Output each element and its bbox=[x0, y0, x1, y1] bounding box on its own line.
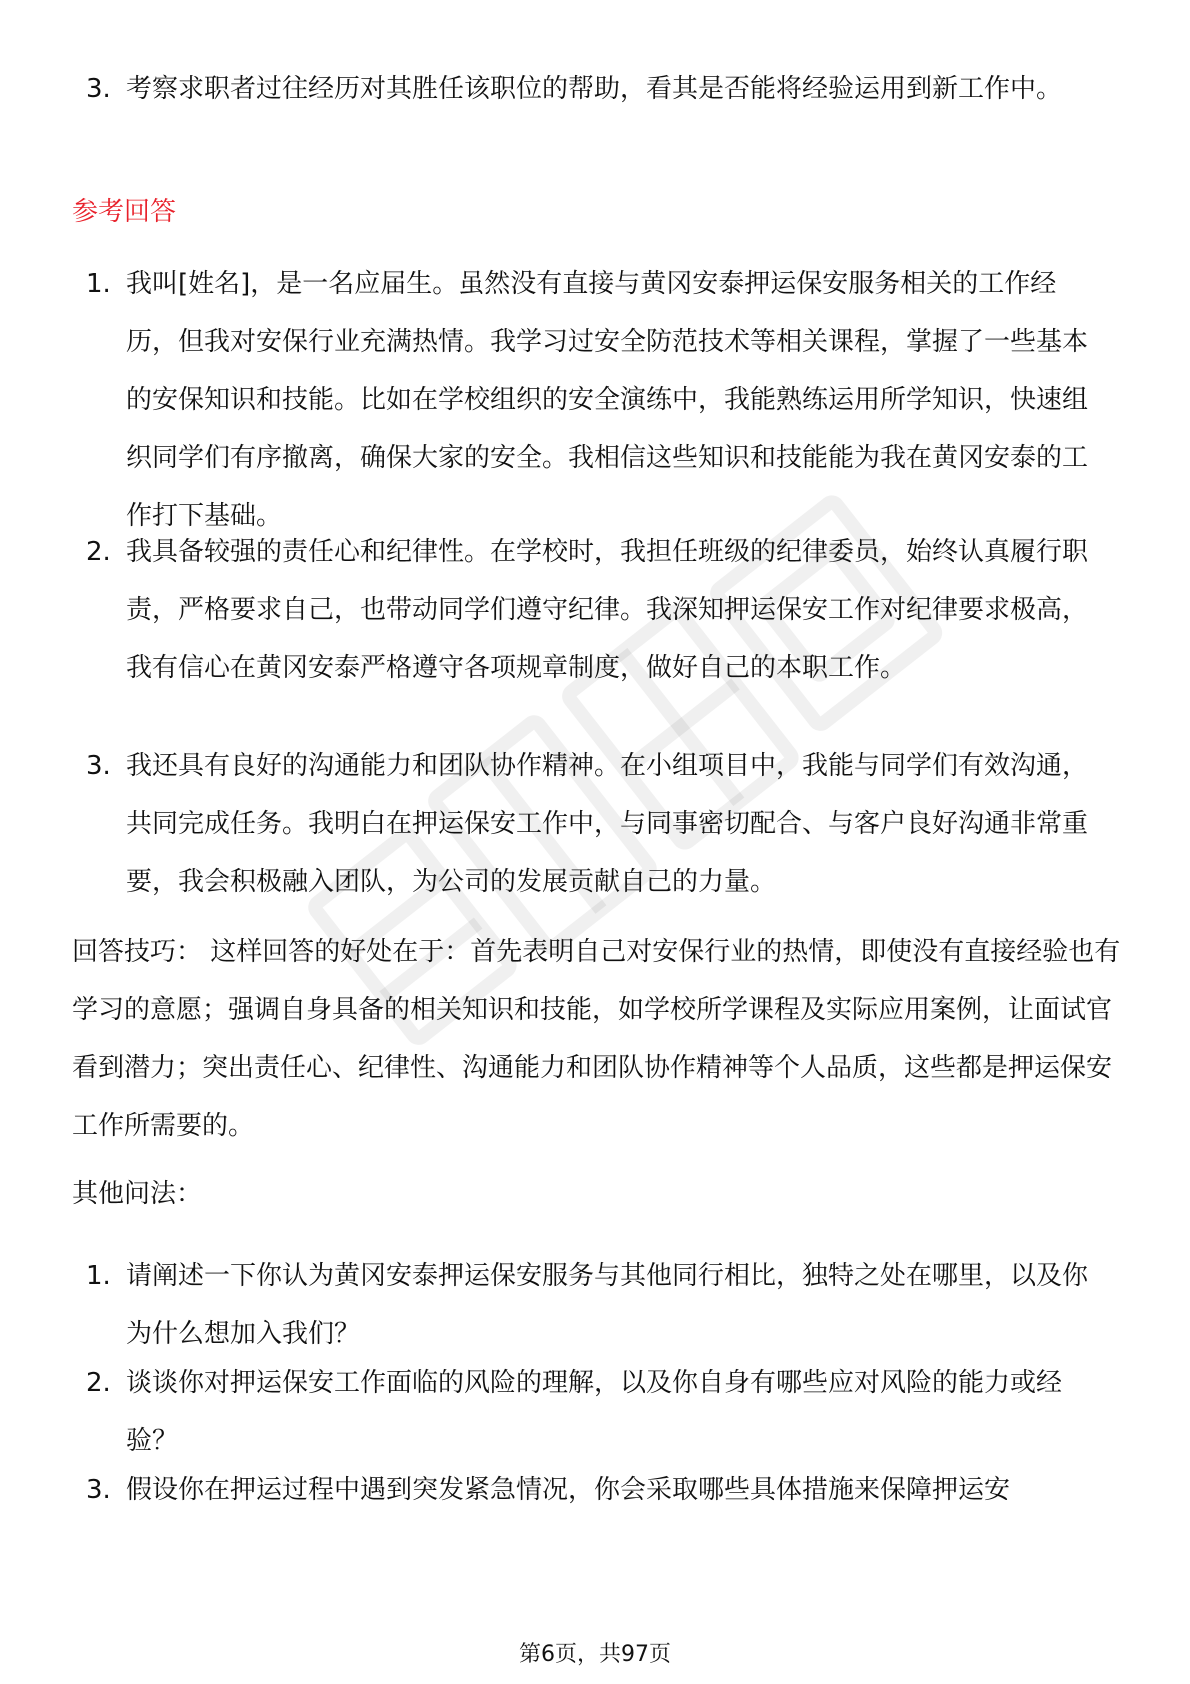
list-number: 3. bbox=[86, 751, 111, 781]
list-number: 2. bbox=[86, 1368, 111, 1398]
page-footer: 第6页，共97页 bbox=[519, 1642, 671, 1667]
other-questions-list bbox=[0, 1247, 1190, 1363]
list-number: 1. bbox=[86, 1261, 111, 1291]
list-text: 我具备较强的责任心和纪律性。在学校时，我担任班级的纪律委员，始终认真履行职责，严格要求自己，也带动同学们遵守纪律。我深知押运保安工作对纪律要求极高，我有信心在黄冈安泰严格遵守各项规章制度，做好自己的本职工作。 bbox=[126, 537, 1089, 683]
list-text: 考察求职者过往经历对其胜任该职位的帮助，看其是否能将经验运用到新工作中。 bbox=[126, 74, 1063, 104]
list-text: 我叫[姓名]，是一名应届生。虽然没有直接与黄冈安泰押运保安服务相关的工作经历，但我对安保行业充满热情。我学习过安全防范技术等相关课程，掌握了一些基本的安保知识和技能。比如在学校组织的安全演练中，我能熟练运用所学知识，快速组织同学们有序撤离，确保大家的安全。我相信这些知识和技能能为我在黄冈安泰的工作打下基础。 bbox=[126, 269, 1089, 531]
reference-answer-list-3 bbox=[0, 737, 1190, 911]
list-item bbox=[0, 1247, 1190, 1363]
list-text: 谈谈你对押运保安工作面临的风险的理解，以及你自身有哪些应对风险的能力或经验？ bbox=[126, 1368, 1063, 1456]
answer-tips-paragraph: 回答技巧： 这样回答的好处在于：首先表明自己对安保行业的热情，即使没有直接经验也有学习的意愿；强调自身具备的相关知识和技能，如学校所学课程及实际应用案例，让面试官看到潜力；突出责任心、纪律性、沟通能力和团队协作精神等个人品质，这些都是押运保安工作所需要的。 bbox=[72, 937, 1121, 1141]
list-item bbox=[0, 1461, 1190, 1519]
list-text: 我还具有良好的沟通能力和团队协作精神。在小组项目中，我能与同学们有效沟通，共同完成任务。我明白在押运保安工作中，与同事密切配合、与客户良好沟通非常重要，我会积极融入团队，为公司的发展贡献自己的力量。 bbox=[126, 751, 1089, 897]
other-questions-list-2 bbox=[0, 1354, 1190, 1470]
list-item bbox=[0, 255, 1190, 545]
reference-answer-list-2 bbox=[0, 523, 1190, 697]
list-number: 3. bbox=[86, 74, 111, 104]
list-number: 2. bbox=[86, 537, 111, 567]
list-number: 1. bbox=[86, 269, 111, 299]
intro-list bbox=[0, 60, 1190, 118]
other-questions-list-3 bbox=[0, 1461, 1190, 1519]
list-number: 3. bbox=[86, 1475, 111, 1505]
list-item bbox=[0, 1354, 1190, 1470]
list-item bbox=[0, 737, 1190, 911]
list-text: 假设你在押运过程中遇到突发紧急情况，你会采取哪些具体措施来保障押运安 bbox=[126, 1475, 1011, 1505]
list-item bbox=[0, 523, 1190, 697]
reference-answer-heading: 参考回答 bbox=[72, 197, 177, 227]
other-questions-label: 其他问法： bbox=[72, 1179, 203, 1209]
list-text: 请阐述一下你认为黄冈安泰押运保安服务与其他同行相比，独特之处在哪里，以及你为什么想加入我们？ bbox=[126, 1261, 1089, 1349]
list-item bbox=[0, 60, 1190, 118]
reference-answer-list bbox=[0, 255, 1190, 545]
